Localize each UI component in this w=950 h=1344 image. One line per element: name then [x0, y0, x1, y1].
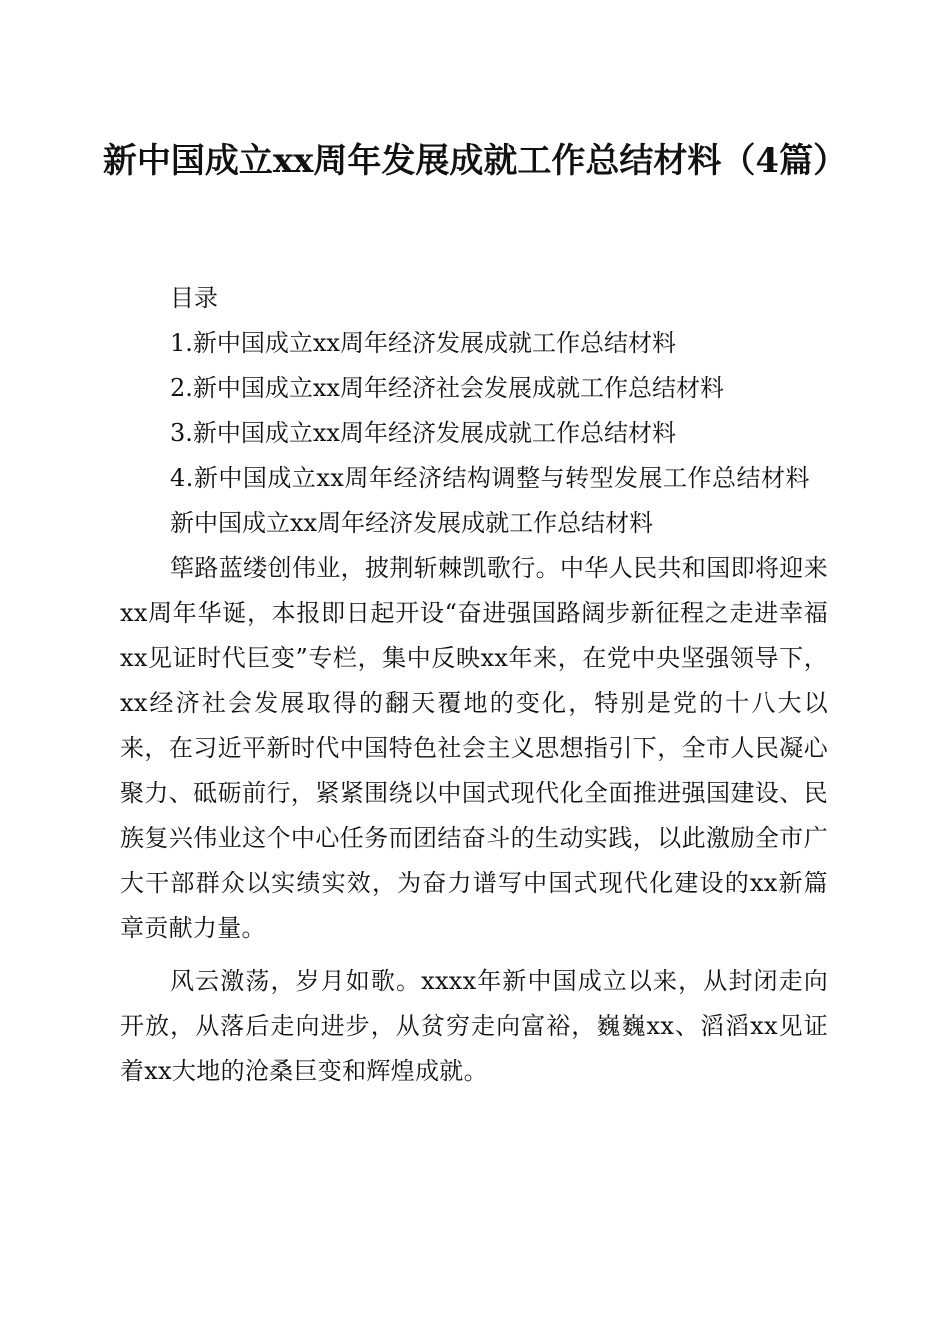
body-paragraph: 筚路蓝缕创伟业，披荆斩棘凯歌行。中华人民共和国即将迎来xx周年华诞，本报即日起开设“奋进强国路阔步新征程之走进幸福xx见证时代巨变”专栏，集中反映xx年来，在党中央坚强领导下，xx经济社会发展取得的翻天覆地的变化，特别是党的十八大以来，在习近平新时代中国特色社会主义思想指引下，全市人民凝心聚力、砥砺前行，紧紧围绕以中国式现代化全面推进强国建设、民族复兴伟业这个中心任务而团结奋斗的生动实践，以此激励全市广大干部群众以实绩实效，为奋力谱写中国式现代化建设的xx新篇章贡献力量。 — [120, 554, 828, 942]
toc-item: 2.新中国成立xx周年经济社会发展成就工作总结材料 — [170, 374, 724, 402]
body-paragraph: 风云激荡，岁月如歌。xxxx年新中国成立以来，从封闭走向开放，从落后走向进步，从贫穷走向富裕，巍巍xx、滔滔xx见证着xx大地的沧桑巨变和辉煌成就。 — [120, 967, 828, 1085]
toc-item: 1.新中国成立xx周年经济发展成就工作总结材料 — [170, 329, 676, 357]
toc-heading: 目录 — [170, 284, 218, 312]
document-body — [120, 276, 828, 1094]
toc-item: 4.新中国成立xx周年经济结构调整与转型发展工作总结材料 — [170, 464, 810, 492]
paragraph-gap — [120, 951, 828, 959]
toc-item: 3.新中国成立xx周年经济发展成就工作总结材料 — [170, 419, 676, 447]
section-heading: 新中国成立xx周年经济发展成就工作总结材料 — [170, 509, 654, 537]
document-title: 新中国成立xx周年发展成就工作总结材料（4篇） — [102, 141, 848, 181]
